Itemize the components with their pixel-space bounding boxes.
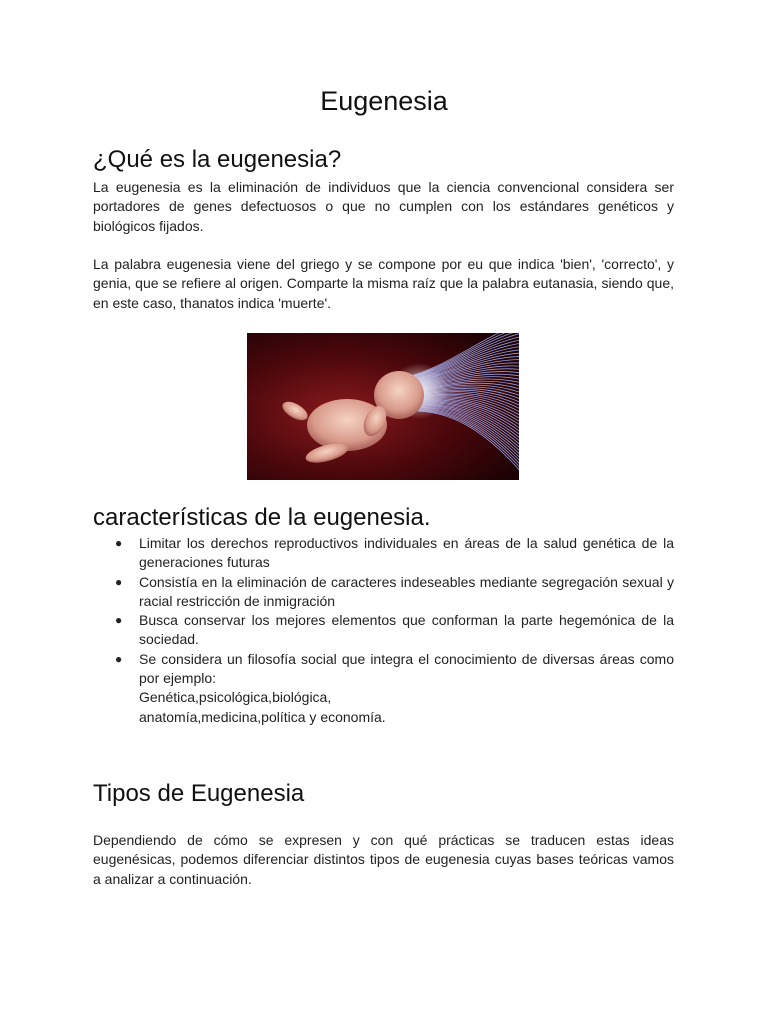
list-item-text: Se considera un filosofía social que integra el conocimiento de diversas áreas como por ejemplo: — [139, 650, 674, 687]
list-item — [93, 611, 674, 650]
list-item-subline: anatomía,medicina,política y economía. — [139, 708, 386, 725]
document-title: Eugenesia — [320, 86, 448, 116]
list-item-text: Consistía en la eliminación de caracteres indeseables mediante segregación sexual y racial restricción de inmigración — [139, 573, 674, 609]
characteristics-list — [93, 534, 674, 727]
section-heading-caracteristicas: características de la eugenesia. — [93, 504, 431, 531]
section-heading-tipos: Tipos de Eugenesia — [93, 780, 305, 807]
paragraph-etymology: La palabra eugenesia viene del griego y se compone por eu que indica 'bien', 'correcto', y genia, que se refiere al origen. Comparte la misma raíz que la palabra eutanasia, siendo que, en este caso, thanatos indica 'muerte'. — [93, 256, 674, 311]
fetus-illustration — [247, 333, 519, 480]
paragraph-tipos: Dependiendo de cómo se expresen y con qué prácticas se traducen estas ideas eugenésicas, podemos diferenciar distintos tipos de eugenesia cuyas bases teóricas vamos a analizar a continuación. — [93, 832, 674, 887]
bullet-icon: ● — [115, 574, 123, 589]
list-item — [93, 534, 674, 573]
list-item-text: Limitar los derechos reproductivos individuales en áreas de la salud genética de la generaciones futuras — [139, 535, 674, 571]
bullet-icon: ● — [115, 536, 123, 550]
list-item — [93, 650, 674, 727]
paragraph-definition: La eugenesia es la eliminación de individuos que la ciencia convencional considera ser portadores de genes defectuosos o que no cumplen con los estándares genéticos y biológicos fijados. — [93, 179, 674, 234]
bullet-icon: ● — [115, 613, 123, 628]
list-item-subline: Genética,psicológica,biológica, — [139, 689, 332, 706]
section-heading-que-es: ¿Qué es la eugenesia? — [93, 146, 342, 173]
bullet-icon: ● — [115, 651, 123, 666]
list-item-text: Busca conservar los mejores elementos que conforman la parte hegemónica de la sociedad. — [139, 612, 674, 648]
list-item — [93, 573, 674, 612]
